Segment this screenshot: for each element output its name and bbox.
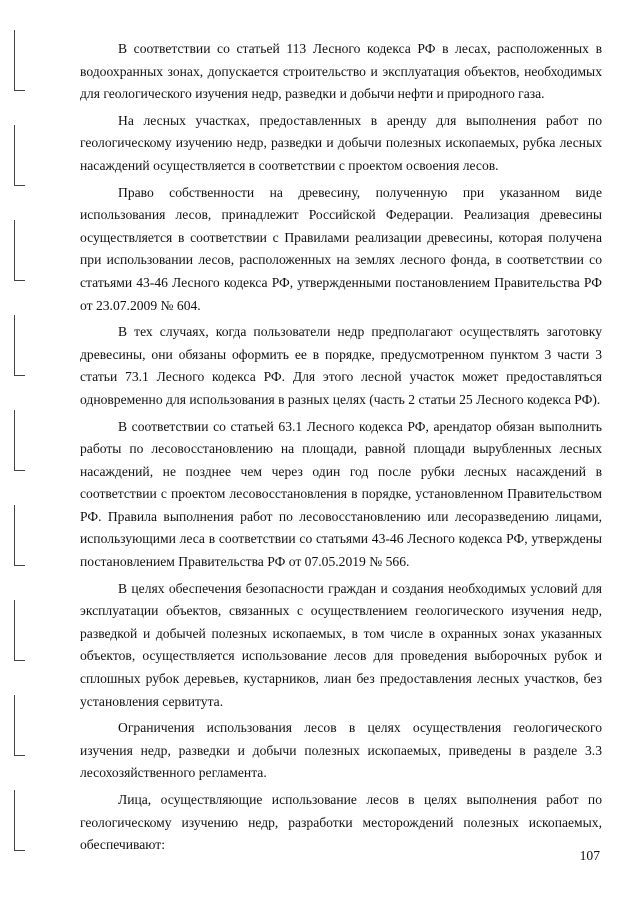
binding-mark <box>14 695 25 756</box>
binding-marks <box>14 30 26 870</box>
page-number: 107 <box>579 848 600 863</box>
binding-mark <box>14 410 25 471</box>
body-text <box>80 38 602 861</box>
paragraph: Ограничения использования лесов в целях осуществления геологического изучения недр, разведки и добычи полезных ископаемых, приведены в разделе 3.3 лесохозяйственного регламента. <box>80 720 602 781</box>
paragraph: В тех случаях, когда пользователи недр предполагают осуществлять заготовку древесины, они обязаны оформить ее в порядке, предусмотренном пунктом 3 части 3 статьи 73.1 Лесного кодекса РФ. Для этого лесной участок может предоставляться одновременно для использования в разных целях (часть 2 статьи 25 Лесного кодекса РФ). <box>80 324 602 407</box>
binding-mark <box>14 505 25 566</box>
binding-mark <box>14 125 25 186</box>
paragraph: Право собственности на древесину, полученную при указанном виде использования лесов, принадлежит Российской Федерации. Реализация древесины осуществляется в соответствии с Правилами реализации древесины, которая получена при использовании лесов, расположенных на землях лесного фонда, в соответствии со статьями 43-46 Лесного кодекса РФ, утвержденными постановлением Правительства РФ от 23.07.2009 № 604. <box>80 184 602 313</box>
paragraph: На лесных участках, предоставленных в аренду для выполнения работ по геологическому изучению недр, разведки и добычи полезных ископаемых, рубка лесных насаждений осуществляется в соответствии с проектом освоения лесов. <box>80 112 602 173</box>
binding-mark <box>14 790 25 851</box>
binding-mark <box>14 220 25 281</box>
paragraph: В соответствии со статьей 63.1 Лесного кодекса РФ, арендатор обязан выполнить работы по лесовосстановлению на площади, равной площади вырубленных лесных насаждений, не позднее чем через один год после рубки лесных насаждений в соответствии с проектом лесовосстановления в порядке, установленном Правительством РФ. Правила выполнения работ по лесовосстановлению или лесоразведению лицами, использующими леса в соответствии со статьями 43-46 Лесного кодекса РФ, утверждены постановлением Правительства РФ от 07.05.2019 № 566. <box>80 418 602 570</box>
paragraph: Лица, осуществляющие использование лесов в целях выполнения работ по геологическому изучению недр, разработки месторождений полезных ископаемых, обеспечивают: <box>80 792 602 853</box>
binding-mark <box>14 30 25 91</box>
binding-mark <box>14 600 25 661</box>
paragraph: В целях обеспечения безопасности граждан и создания необходимых условий для эксплуатации объектов, связанных с осуществлением геологического изучения недр, разведкой и добычей полезных ископаемых, в том числе в охранных зонах указанных объектов, осуществляется использование лесов для проведения выборочных рубок и сплошных рубок деревьев, кустарников, лиан без предоставления лесных участков, без установления сервитута. <box>80 580 602 709</box>
paragraph: В соответствии со статьей 113 Лесного кодекса РФ в лесах, расположенных в водоохранных зонах, допускается строительство и эксплуатация объектов, необходимых для геологического изучения недр, разведки и добычи нефти и природного газа. <box>80 41 602 102</box>
binding-mark <box>14 315 25 376</box>
